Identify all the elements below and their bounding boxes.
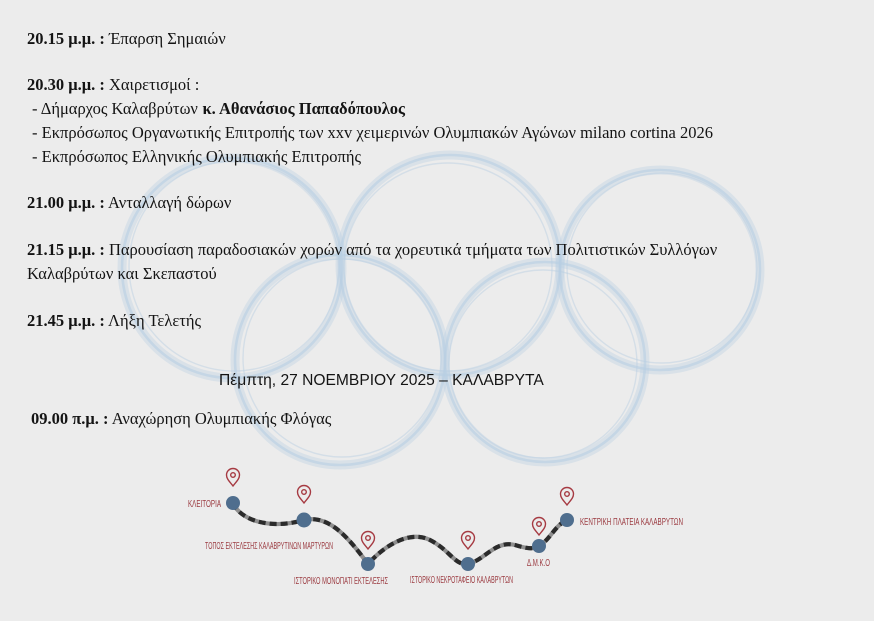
map-pin-icon xyxy=(298,486,311,504)
speaker-name: κ. Αθανάσιος Παπαδόπουλος xyxy=(202,99,406,118)
speaker-role: - Δήμαρχος Καλαβρύτων xyxy=(32,99,198,118)
schedule-time: 21.15 μ.μ. : xyxy=(27,240,105,259)
trail-line xyxy=(233,503,567,564)
pin-dot xyxy=(565,492,570,497)
route-stop-node xyxy=(297,513,312,528)
schedule-text: Καλαβρύτων και Σκεπαστού xyxy=(27,264,217,283)
route-stop-label: ΙΣΤΟΡΙΚΟ ΜΟΝΟΠΑΤΙ ΕΚΤΕΛΕΣΗΣ xyxy=(294,576,388,587)
route-stop-node xyxy=(532,539,546,553)
pin-dot xyxy=(466,536,471,541)
schedule-time: 20.15 μ.μ. : xyxy=(27,29,105,48)
route-stop-label: ΙΣΤΟΡΙΚΟ ΝΕΚΡΟΤΑΦΕΙΟ ΚΑΛΑΒΡΥΤΩΝ xyxy=(410,575,513,586)
pin-dot xyxy=(537,522,542,527)
day-heading: Πέμπτη, 27 ΝΟΕΜΒΡΙΟΥ 2025 – ΚΑΛΑΒΡΥΤΑ xyxy=(219,372,544,389)
map-pin-icon xyxy=(462,532,475,550)
pin-dot xyxy=(366,536,371,541)
route-stop-node xyxy=(560,513,574,527)
map-pin-icon xyxy=(533,518,546,536)
trail-dashes xyxy=(233,503,567,564)
schedule-text: Λήξη Τελετής xyxy=(108,311,202,330)
route-stop-node xyxy=(361,557,375,571)
route-stop-label: ΤΟΠΟΣ ΕΚΤΕΛΕΣΗΣ ΚΑΛΑΒΡΥΤΙΝΩΝ ΜΑΡΤΥΡΩΝ xyxy=(205,541,333,552)
route-stop-node xyxy=(226,496,240,510)
route-trail xyxy=(233,503,567,564)
schedule-time: 20.30 μ.μ. : xyxy=(27,75,105,94)
pin-dot xyxy=(302,490,307,495)
map-pin-icon xyxy=(227,469,240,487)
schedule-text: Παρουσίαση παραδοσιακών χορών από τα χορευτικά τμήματα των Πολιτιστικών Συλλόγων xyxy=(108,240,718,259)
schedule-time: 21.45 μ.μ. : xyxy=(27,311,105,330)
schedule-text: Αναχώρηση Ολυμπιακής Φλόγας xyxy=(111,409,332,428)
map-pin-icon xyxy=(561,488,574,506)
schedule-time: 21.00 μ.μ. : xyxy=(27,193,105,212)
route-stop-label: ΚΛΕΙΤΟΡΙΑ xyxy=(188,499,222,510)
route-stop-label: Δ.Μ.Κ.Ο xyxy=(527,558,551,569)
schedule-text: Ανταλλαγή δώρων xyxy=(108,193,232,212)
map-pin-icon xyxy=(362,532,375,550)
route-stop-node xyxy=(461,557,475,571)
schedule-text: Χαιρετισμοί : xyxy=(108,75,200,94)
schedule-text: Έπαρση Σημαιών xyxy=(108,29,226,48)
schedule-time: 09.00 π.μ. : xyxy=(31,409,109,428)
pin-dot xyxy=(231,473,236,478)
speaker-role: - Εκπρόσωπος Ελληνικής Ολυμπιακής Επιτροπής xyxy=(32,147,361,166)
speaker-role: - Εκπρόσωπος Οργανωτικής Επιτροπής των xxv χειμερινών Ολυμπιακών Αγώνων milano cortina 2026 xyxy=(32,123,713,142)
route-stop-label: ΚΕΝΤΡΙΚΗ ΠΛΑΤΕΙΑ ΚΑΛΑΒΡΥΤΩΝ xyxy=(580,517,683,528)
